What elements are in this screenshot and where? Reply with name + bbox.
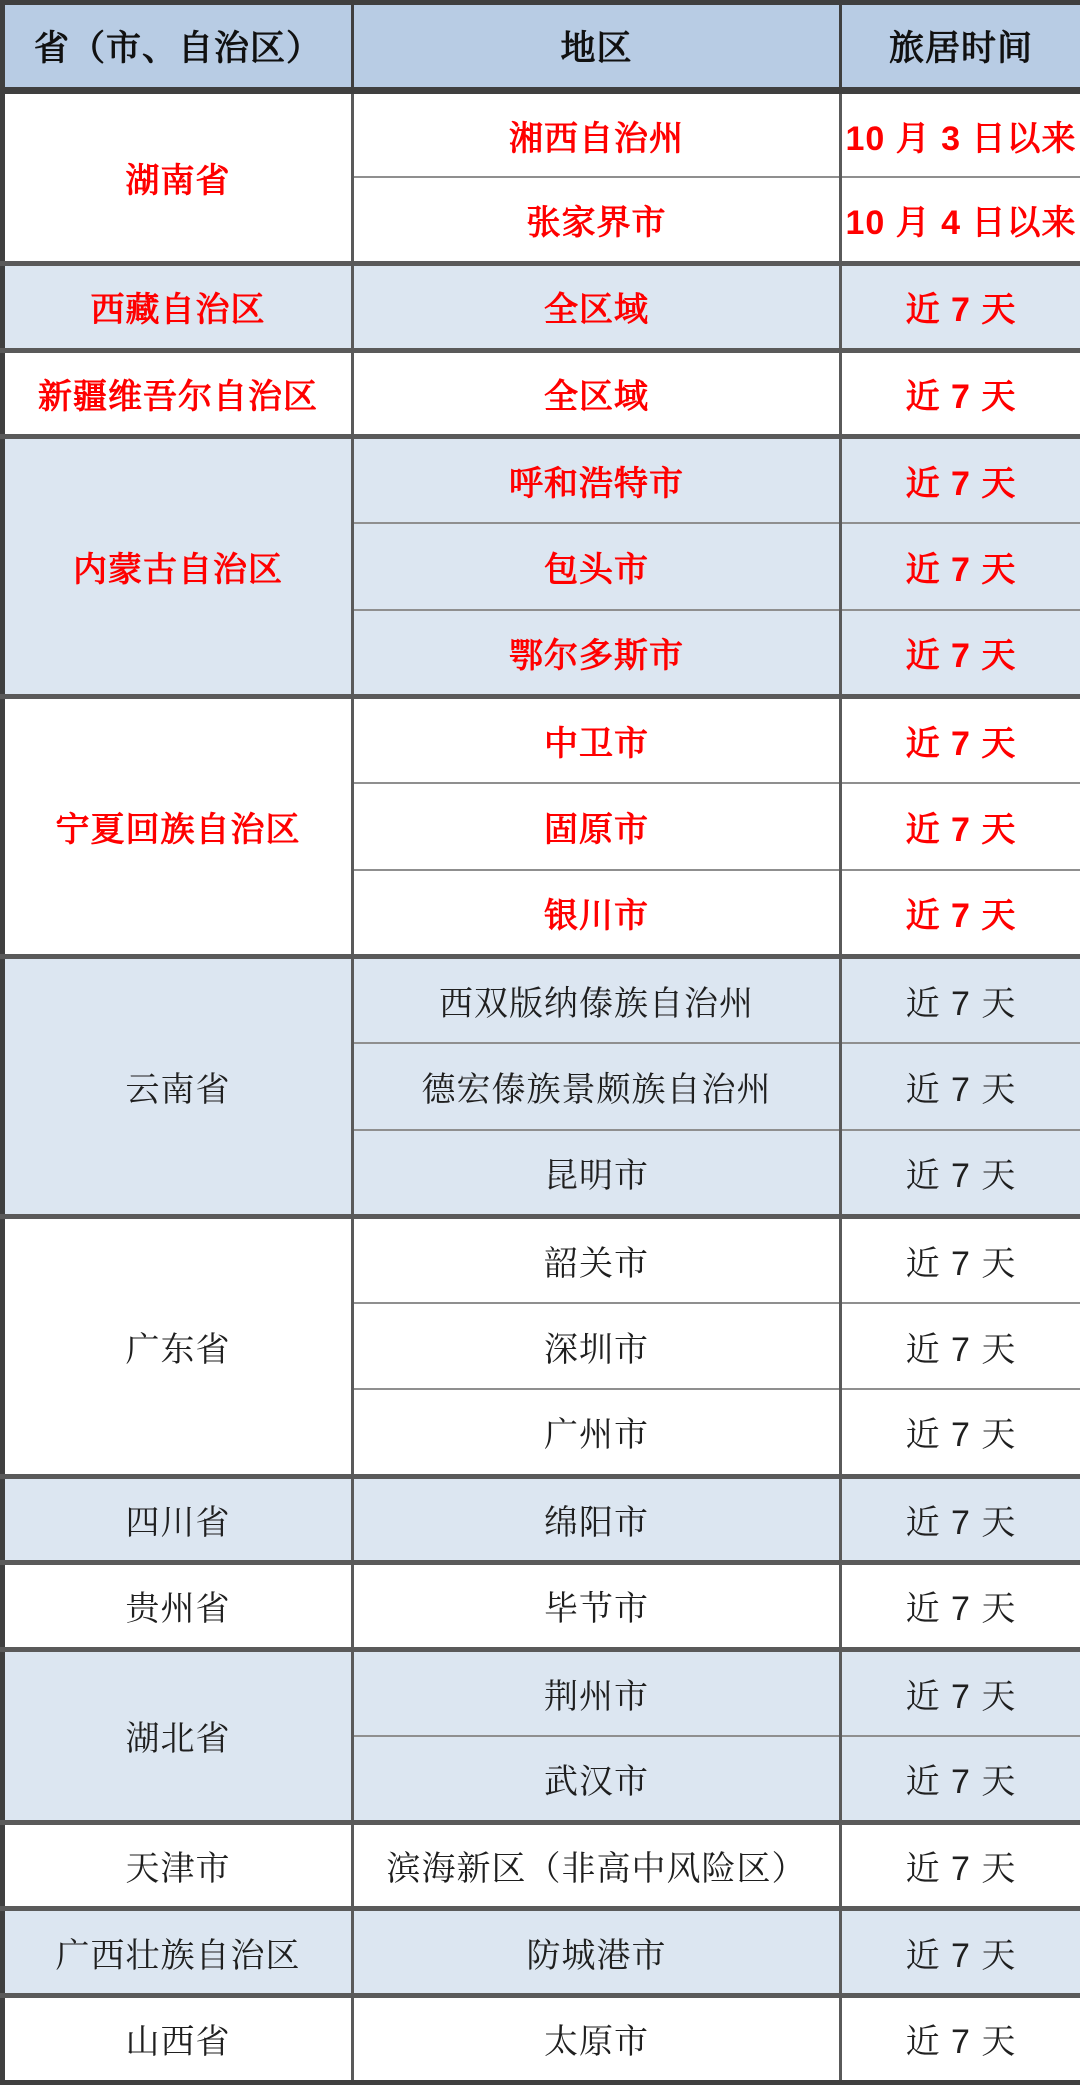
table-row bbox=[3, 1822, 1080, 1909]
table-row bbox=[3, 1649, 1080, 1736]
header-row bbox=[3, 3, 1080, 91]
region-cell: 毕节市 bbox=[353, 1563, 841, 1650]
table-row bbox=[3, 1476, 1080, 1563]
time-cell: 近 7 天 bbox=[841, 956, 1080, 1043]
table-row bbox=[3, 437, 1080, 524]
region-cell: 太原市 bbox=[353, 1996, 841, 2083]
time-cell: 近 7 天 bbox=[841, 1649, 1080, 1736]
time-cell: 近 7 天 bbox=[841, 1996, 1080, 2083]
province-cell: 内蒙古自治区 bbox=[3, 437, 353, 697]
region-cell: 银川市 bbox=[353, 870, 841, 957]
time-cell: 近 7 天 bbox=[841, 1822, 1080, 1909]
time-cell: 10 月 3 日以来 bbox=[841, 91, 1080, 178]
province-cell: 广西壮族自治区 bbox=[3, 1909, 353, 1996]
col-header-time: 旅居时间 bbox=[841, 3, 1080, 91]
time-cell: 10 月 4 日以来 bbox=[841, 177, 1080, 264]
province-cell: 新疆维吾尔自治区 bbox=[3, 350, 353, 437]
table-row bbox=[3, 1216, 1080, 1303]
table-row bbox=[3, 1909, 1080, 1996]
region-cell: 西双版纳傣族自治州 bbox=[353, 956, 841, 1043]
province-cell: 湖南省 bbox=[3, 91, 353, 264]
time-cell: 近 7 天 bbox=[841, 783, 1080, 870]
region-cell: 深圳市 bbox=[353, 1303, 841, 1390]
region-cell: 荆州市 bbox=[353, 1649, 841, 1736]
col-header-region: 地区 bbox=[353, 3, 841, 91]
region-cell: 张家界市 bbox=[353, 177, 841, 264]
time-cell: 近 7 天 bbox=[841, 697, 1080, 784]
region-cell: 鄂尔多斯市 bbox=[353, 610, 841, 697]
table-row bbox=[3, 1996, 1080, 2083]
region-cell: 防城港市 bbox=[353, 1909, 841, 1996]
time-cell: 近 7 天 bbox=[841, 1043, 1080, 1130]
province-cell: 西藏自治区 bbox=[3, 264, 353, 351]
region-cell: 武汉市 bbox=[353, 1736, 841, 1823]
time-cell: 近 7 天 bbox=[841, 1130, 1080, 1217]
region-cell: 包头市 bbox=[353, 523, 841, 610]
table-row bbox=[3, 1563, 1080, 1650]
table-header bbox=[3, 3, 1080, 91]
region-cell: 全区域 bbox=[353, 264, 841, 351]
col-header-province: 省（市、自治区） bbox=[3, 3, 353, 91]
time-cell: 近 7 天 bbox=[841, 350, 1080, 437]
region-cell: 绵阳市 bbox=[353, 1476, 841, 1563]
region-cell: 广州市 bbox=[353, 1389, 841, 1476]
table-row bbox=[3, 697, 1080, 784]
region-cell: 呼和浩特市 bbox=[353, 437, 841, 524]
time-cell: 近 7 天 bbox=[841, 264, 1080, 351]
province-cell: 天津市 bbox=[3, 1822, 353, 1909]
time-cell: 近 7 天 bbox=[841, 437, 1080, 524]
time-cell: 近 7 天 bbox=[841, 1476, 1080, 1563]
province-cell: 广东省 bbox=[3, 1216, 353, 1476]
table-row bbox=[3, 91, 1080, 178]
province-cell: 湖北省 bbox=[3, 1649, 353, 1822]
time-cell: 近 7 天 bbox=[841, 1736, 1080, 1823]
province-cell: 云南省 bbox=[3, 956, 353, 1216]
region-cell: 全区域 bbox=[353, 350, 841, 437]
time-cell: 近 7 天 bbox=[841, 870, 1080, 957]
table-body bbox=[3, 91, 1080, 2083]
time-cell: 近 7 天 bbox=[841, 610, 1080, 697]
province-cell: 四川省 bbox=[3, 1476, 353, 1563]
region-cell: 德宏傣族景颇族自治州 bbox=[353, 1043, 841, 1130]
time-cell: 近 7 天 bbox=[841, 1303, 1080, 1390]
table-row bbox=[3, 956, 1080, 1043]
region-cell: 韶关市 bbox=[353, 1216, 841, 1303]
region-cell: 滨海新区（非高中风险区） bbox=[353, 1822, 841, 1909]
province-cell: 山西省 bbox=[3, 1996, 353, 2083]
time-cell: 近 7 天 bbox=[841, 1563, 1080, 1650]
table-row bbox=[3, 264, 1080, 351]
region-cell: 湘西自治州 bbox=[353, 91, 841, 178]
time-cell: 近 7 天 bbox=[841, 1389, 1080, 1476]
time-cell: 近 7 天 bbox=[841, 523, 1080, 610]
region-cell: 昆明市 bbox=[353, 1130, 841, 1217]
province-cell: 贵州省 bbox=[3, 1563, 353, 1650]
region-cell: 固原市 bbox=[353, 783, 841, 870]
time-cell: 近 7 天 bbox=[841, 1216, 1080, 1303]
province-cell: 宁夏回族自治区 bbox=[3, 697, 353, 957]
region-cell: 中卫市 bbox=[353, 697, 841, 784]
time-cell: 近 7 天 bbox=[841, 1909, 1080, 1996]
table-row bbox=[3, 350, 1080, 437]
